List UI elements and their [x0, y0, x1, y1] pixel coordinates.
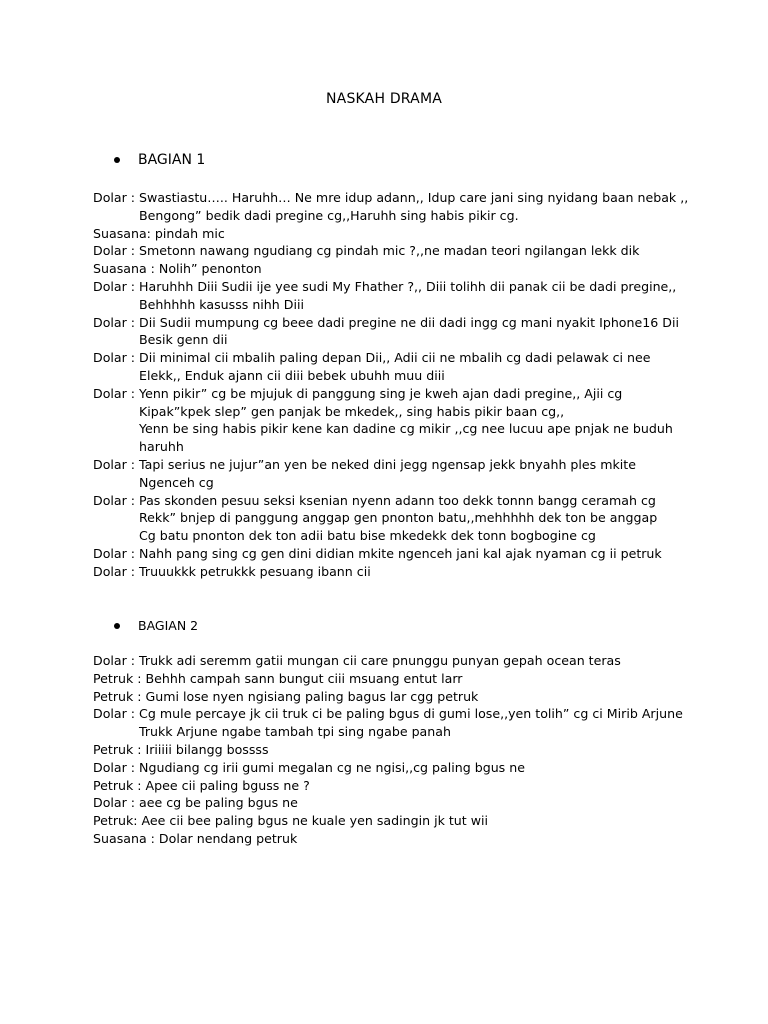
script-line: Trukk Arjune ngabe tambah tpi sing ngabe panah: [139, 724, 451, 740]
script-line: Dolar : Dii Sudii mumpung cg beee dadi pregine ne dii dadi ingg cg mani nyakit Iphone16 Dii: [93, 314, 679, 330]
section-body-bagian-1: [93, 189, 693, 581]
script-line: Suasana : Dolar nendang petruk: [93, 830, 298, 846]
script-line: Dolar : Smetonn nawang ngudiang cg pindah mic ?,,ne madan teori ngilangan lekk dik: [93, 243, 640, 259]
script-line: Petruk : Iriiiii bilangg bossss: [93, 741, 269, 757]
document-title: NASKAH DRAMA: [326, 91, 442, 107]
script-line: Yenn be sing habis pikir kene kan dadine cg mikir ,,cg nee lucuu ape pnjak ne buduh: [139, 421, 673, 437]
script-line: Dolar : Truuukkk petrukkk pesuang ibann cii: [93, 563, 371, 579]
script-line: Petruk: Aee cii bee paling bgus ne kuale yen sadingin jk tut wii: [93, 813, 489, 829]
bullet-icon: [114, 157, 120, 163]
script-line: Dolar : Dii minimal cii mbalih paling depan Dii,, Adii cii ne mbalih cg dadi pelawak ci nee: [93, 350, 651, 366]
script-line: Elekk,, Enduk ajann cii diii bebek ubuhh muu diii: [139, 367, 445, 383]
script-line: Dolar : Trukk adi seremm gatii mungan cii care pnunggu punyan gepah ocean teras: [93, 653, 621, 668]
script-line: Dolar : Cg mule percaye jk cii truk ci be paling bgus di gumi lose,,yen tolih” cg ci Mirib Arjune: [93, 706, 683, 722]
script-line: Dolar : Tapi serius ne jujur”an yen be neked dini jegg ngensap jekk bnyahh ples mkite: [93, 456, 636, 472]
script-line: Bengong” bedik dadi pregine cg,,Haruhh sing habis pikir cg.: [139, 207, 519, 223]
script-line: Dolar : Ngudiang cg irii gumi megalan cg ne ngisi,,cg paling bgus ne: [93, 759, 525, 775]
section-heading-bagian-2: [114, 618, 198, 634]
script-line: Petruk : Apee cii paling bguss ne ?: [93, 777, 310, 793]
script-line: Cg batu pnonton dek ton adii batu bise mkedekk dek tonn bogbogine cg: [139, 528, 596, 544]
section-heading-text: BAGIAN 1: [138, 152, 206, 168]
script-line: Dolar : Yenn pikir” cg be mjujuk di panggung sing je kweh ajan dadi pregine,, Ajii cg: [93, 385, 623, 401]
script-line: haruhh: [139, 439, 184, 455]
bullet-icon: [114, 623, 120, 629]
section-body-bagian-2: [93, 652, 693, 848]
script-line: Dolar : Pas skonden pesuu seksi ksenian nyenn adann too dekk tonnn bangg ceramah cg: [93, 492, 656, 508]
script-line: Dolar : aee cg be paling bgus ne: [93, 795, 298, 811]
script-line: Dolar : Nahh pang sing cg gen dini didian mkite ngenceh jani kal ajak nyaman cg ii petruk: [93, 545, 662, 561]
script-line: Petruk : Behhh campah sann bungut ciii msuang entut larr: [93, 670, 463, 686]
script-line: Suasana : Nolih” penonton: [93, 261, 262, 277]
script-line: Ngenceh cg: [139, 474, 214, 490]
script-line: Suasana: pindah mic: [93, 225, 225, 241]
script-line: Kipak”kpek slep” gen panjak be mkedek,, sing habis pikir baan cg,,: [139, 403, 565, 419]
script-line: Petruk : Gumi lose nyen ngisiang paling bagus lar cgg petruk: [93, 688, 479, 704]
section-heading-text: BAGIAN 2: [138, 618, 199, 633]
script-line: Besik genn dii: [139, 332, 228, 348]
script-line: Dolar : Swastiastu….. Haruhh… Ne mre idup adann,, Idup care jani sing nyidang baan nebak ,,: [93, 190, 689, 205]
script-line: Rekk” bnjep di panggung anggap gen pnonton batu,,mehhhhh dek ton be anggap: [139, 510, 658, 526]
script-line: Dolar : Haruhhh Diii Sudii ije yee sudi My Fhather ?,, Diii tolihh dii panak cii be dadi pregine,,: [93, 278, 677, 294]
section-heading-bagian-1: [114, 151, 205, 169]
script-line: Behhhhh kasusss nihh Diii: [139, 296, 304, 312]
